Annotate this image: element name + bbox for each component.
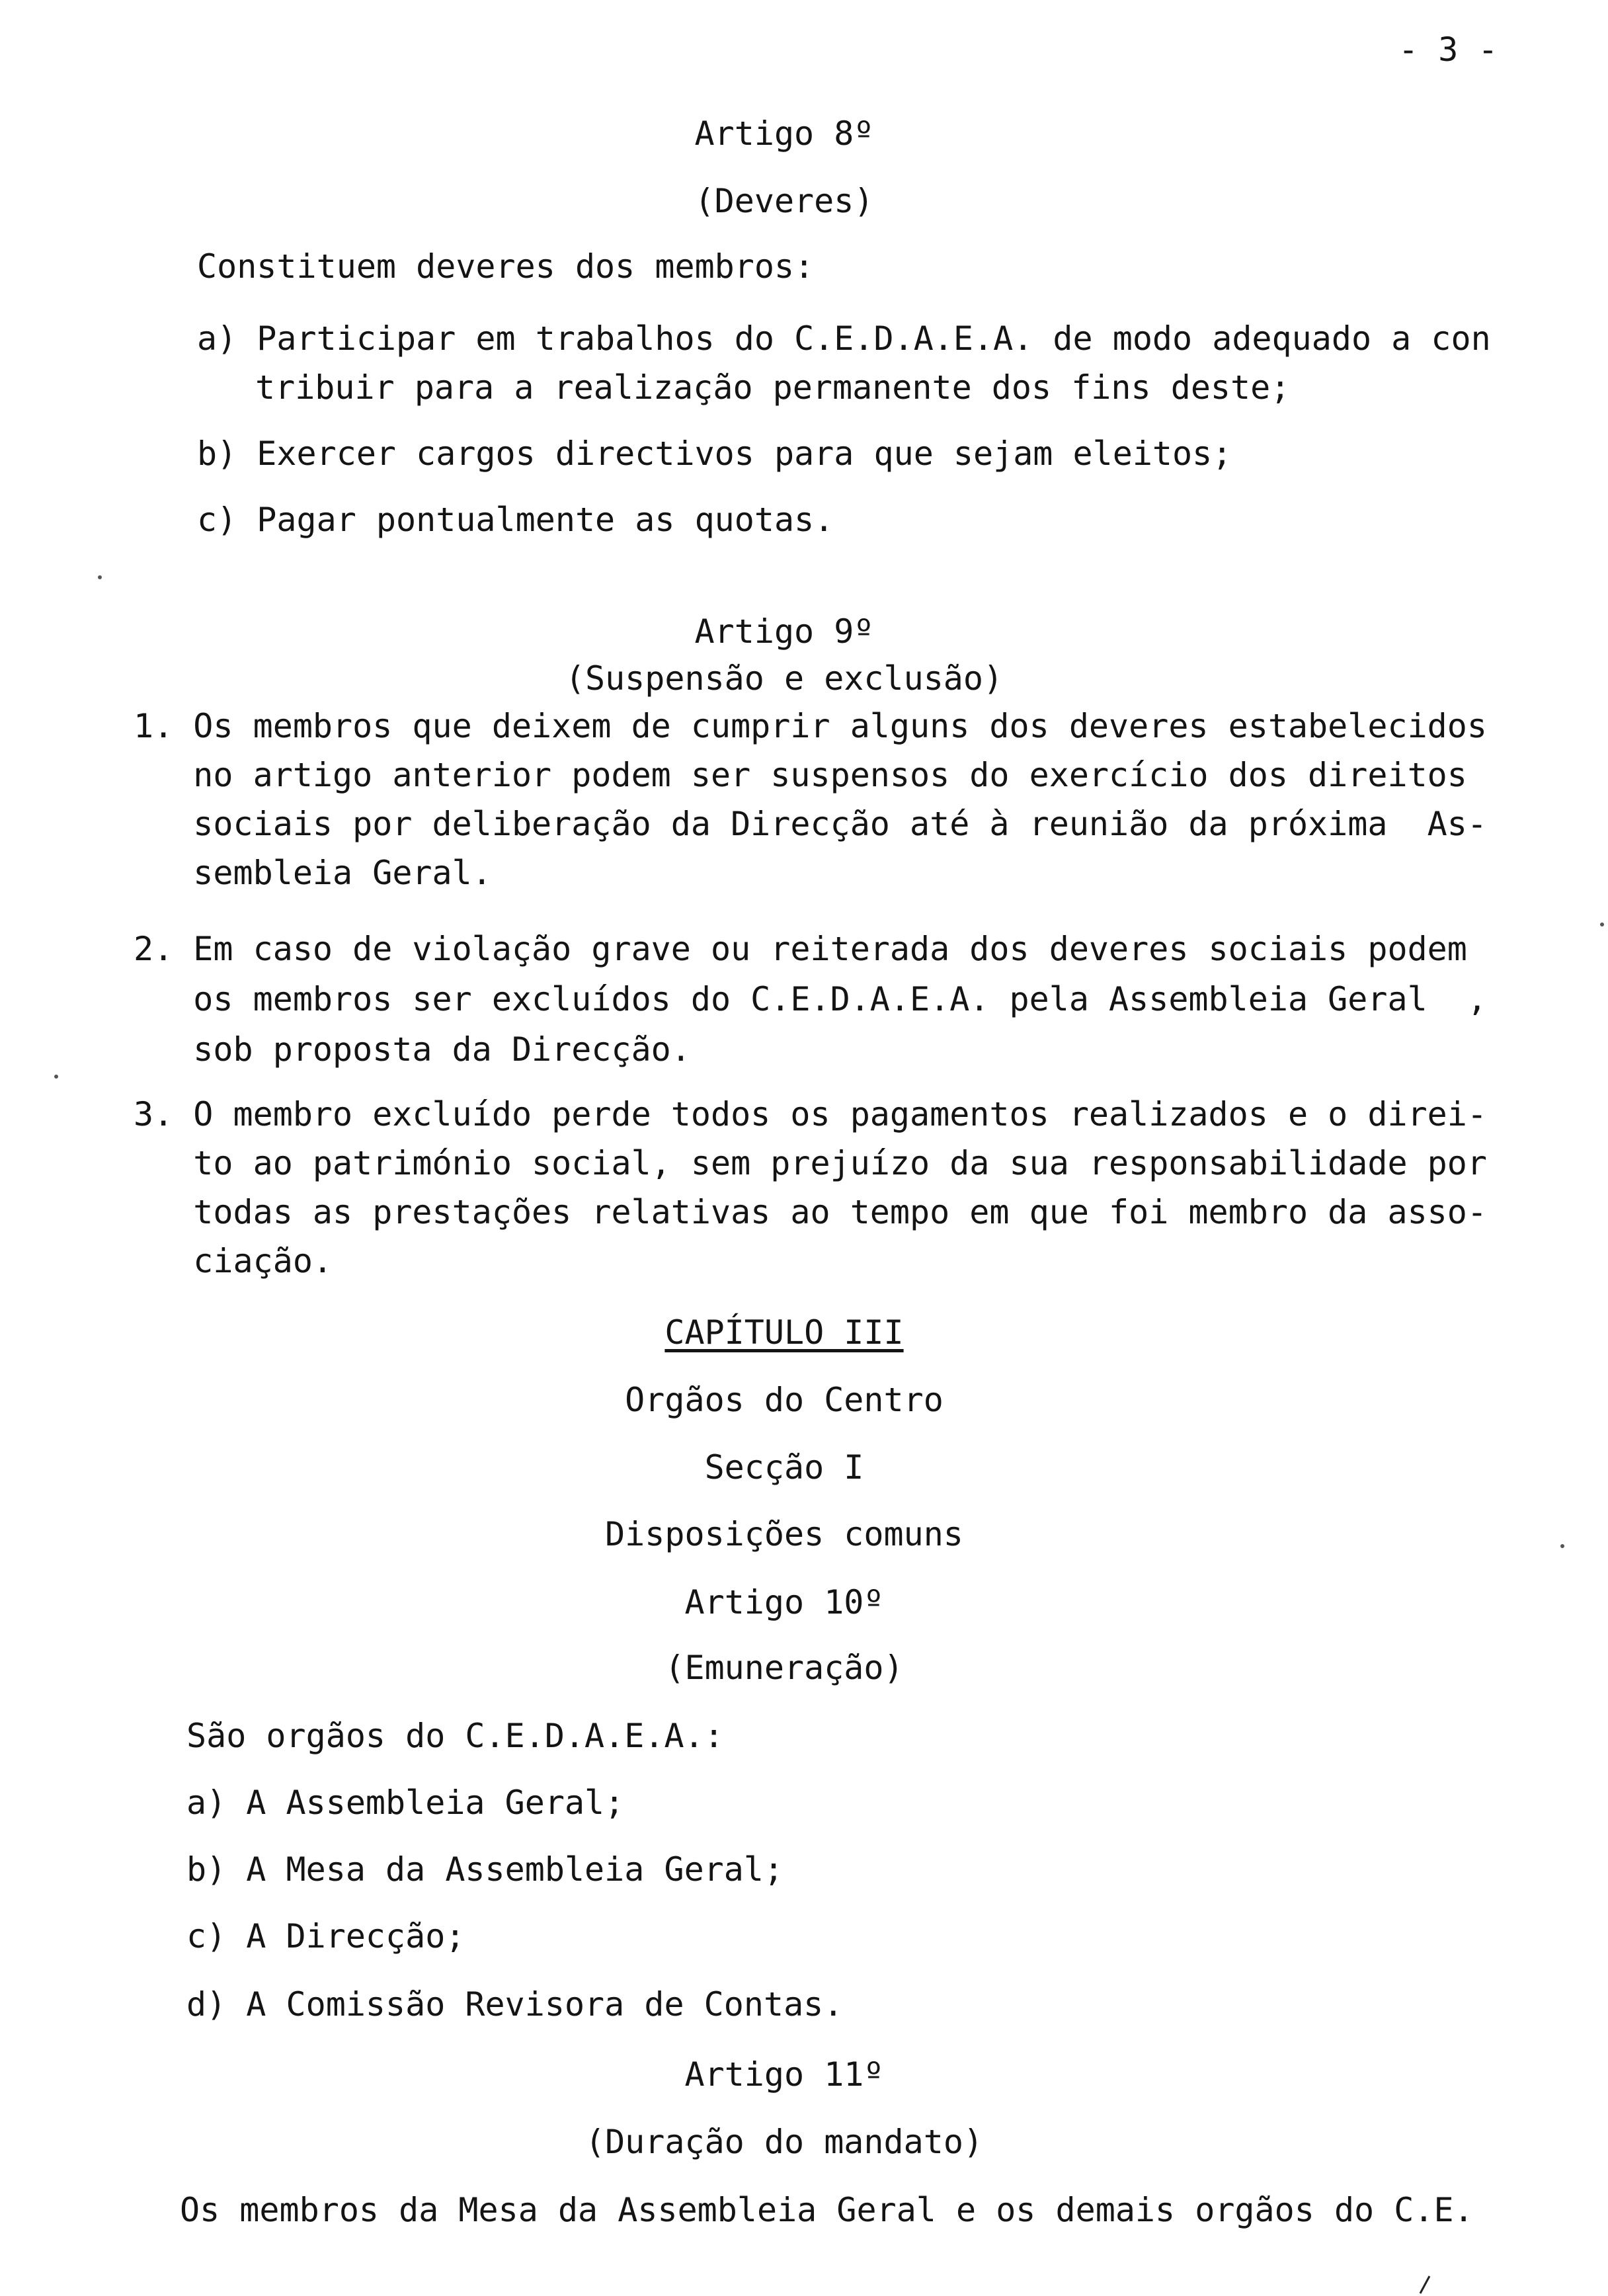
- text-line: ciação.: [134, 1242, 333, 1280]
- article-10-item-b: b) A Mesa da Assembleia Geral;: [186, 1850, 784, 1889]
- article-10-intro: São orgãos do C.E.D.A.E.A.:: [186, 1717, 724, 1755]
- text-line: sob proposta da Direcção.: [134, 1030, 691, 1069]
- section-number: Secção I: [704, 1448, 864, 1487]
- scan-speck: [98, 575, 102, 579]
- scan-speck: [1560, 1544, 1564, 1548]
- article-10-item-a: a) A Assembleia Geral;: [186, 1784, 625, 1822]
- chapter-subtitle: Orgãos do Centro: [625, 1381, 944, 1419]
- article-9-subtitle: (Suspensão e exclusão): [565, 659, 1004, 698]
- article-8-subtitle: (Deveres): [694, 182, 874, 220]
- article-8-intro: Constituem deveres dos membros:: [197, 247, 815, 286]
- scan-speck: [1600, 922, 1604, 926]
- chapter-title: CAPÍTULO III: [664, 1313, 904, 1352]
- text-line: 2. Em caso de violação grave ou reiterada dos deveres sociais podem: [134, 930, 1467, 968]
- article-11-subtitle: (Duração do mandato): [584, 2123, 984, 2161]
- article-8-item-c: c) Pagar pontualmente as quotas.: [197, 501, 834, 539]
- text-line: os membros ser excluídos do C.E.D.A.E.A. pela Assembleia Geral ,: [134, 980, 1487, 1018]
- text-line: 1. Os membros que deixem de cumprir alguns dos deveres estabelecidos: [134, 707, 1487, 745]
- text-line: sociais por deliberação da Direcção até à reunião da próxima As-: [134, 805, 1487, 843]
- article-8-item-a-cont: tribuir para a realização permanente dos fins deste;: [255, 368, 1291, 407]
- article-8-item-a: a) Participar em trabalhos do C.E.D.A.E.A. de modo adequado a con: [197, 319, 1491, 358]
- text-line: no artigo anterior podem ser suspensos do exercício dos direitos: [134, 756, 1467, 794]
- article-10-title: Artigo 10º: [684, 1583, 884, 1621]
- pen-mark: [1415, 2275, 1435, 2295]
- article-8-title: Artigo 8º: [694, 114, 874, 153]
- page-number: - 3 -: [1398, 30, 1498, 69]
- article-11-title: Artigo 11º: [684, 2055, 884, 2094]
- article-10-subtitle: (Emuneração): [664, 1649, 904, 1687]
- scan-speck: [54, 1075, 58, 1079]
- text-line: todas as prestações relativas ao tempo em que foi membro da asso-: [134, 1193, 1487, 1231]
- article-9-title: Artigo 9º: [694, 612, 874, 651]
- text-line: to ao património social, sem prejuízo da sua responsabilidade por: [134, 1144, 1487, 1182]
- text-line: sembleia Geral.: [134, 854, 492, 892]
- article-11-text: Os membros da Mesa da Assembleia Geral e os demais orgãos do C.E.: [180, 2191, 1474, 2229]
- text-line: 3. O membro excluído perde todos os pagamentos realizados e o direi-: [134, 1095, 1487, 1133]
- article-10-item-d: d) A Comissão Revisora de Contas.: [186, 1985, 844, 2024]
- section-title: Disposições comuns: [605, 1515, 963, 1553]
- article-10-item-c: c) A Direcção;: [186, 1917, 465, 1955]
- article-8-item-b: b) Exercer cargos directivos para que sejam eleitos;: [197, 434, 1232, 473]
